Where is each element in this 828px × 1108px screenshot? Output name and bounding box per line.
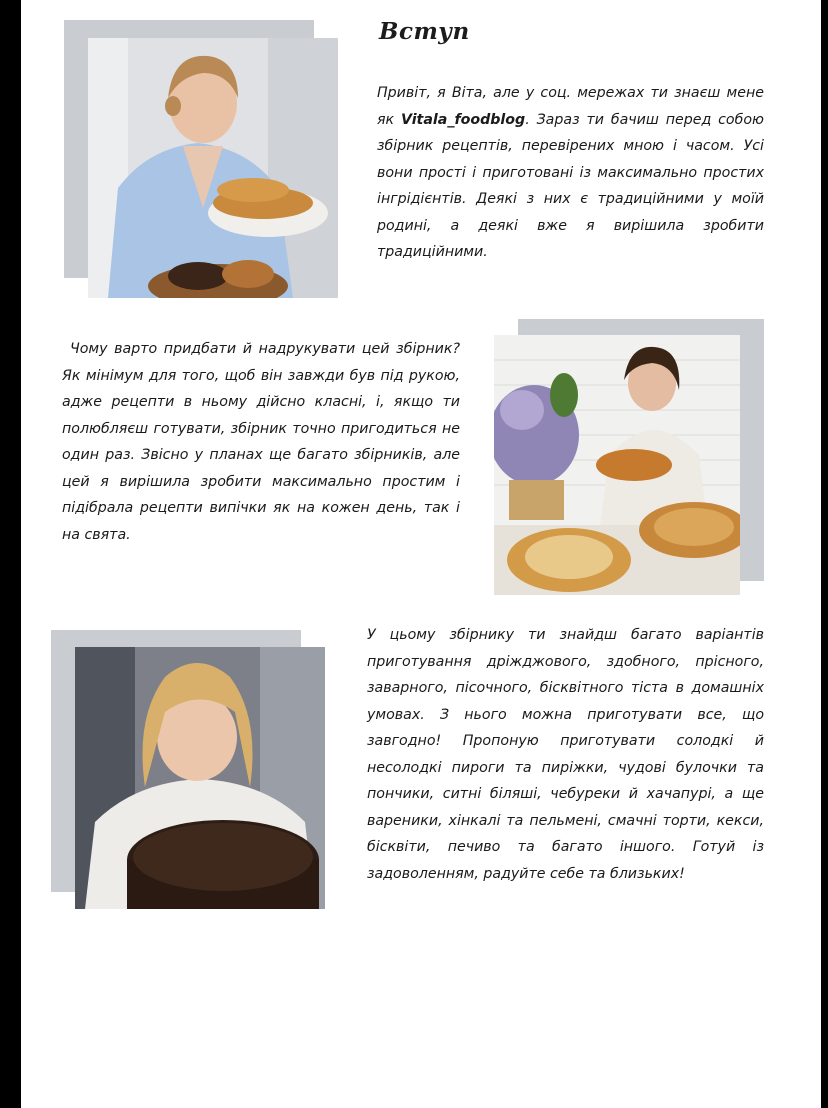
intro-text-before: Привіт, я Віта, але у соц. мережах ти знаєш мене як (377, 85, 764, 128)
blog-name: Vitala_foodblog (400, 111, 526, 128)
page (21, 0, 821, 1108)
photo-woman-with-buns (88, 38, 338, 298)
photo-woman-with-pies (494, 335, 740, 595)
photo-woman-with-cake (75, 647, 325, 909)
intro-text-after: . Зараз ти бачиш перед собою збірник рецептів, перевірених мною і часом. Усі вони прості і приготовані із максимально простих інгрідієнтів. Деякі з них є традиційними у моїй родині, а деякі вже я вирішила зробити традиційними. (377, 111, 764, 260)
contents-paragraph: У цьому збірнику ти знайдш багато варіантів приготування дріжджового, здобного, прісного, заварного, пісочного, бісквітного тіста в домашніх умовах. З нього можна приготувати все, що завгодно! Пропоную приготувати солодкі й несолодкі пироги та пиріжки, чудові булочки та пончики, ситні біляші, чебуреки й хачапурі, а ще вареники, хінкалі та пельмені, смачні торти, кекси, бісквіти, печиво та багато іншого. Готуй із задоволенням, радуйте себе та близьких! (367, 627, 764, 882)
section-title: Вступ (379, 18, 470, 45)
why-paragraph: Чому варто придбати й надрукувати цей збірник? Як мінімум для того, щоб він завжди був під рукою, адже рецепти в ньому дійсно класні, і, якщо ти полюбляєш готувати, збірник точно пригодиться не один раз. Звісно у планах ще багато збірників, але цей я вирішила зробити максимально простим і підібрала рецепти випічки як на кожен день, так і на свята. (62, 341, 460, 543)
intro-paragraph (377, 80, 764, 266)
